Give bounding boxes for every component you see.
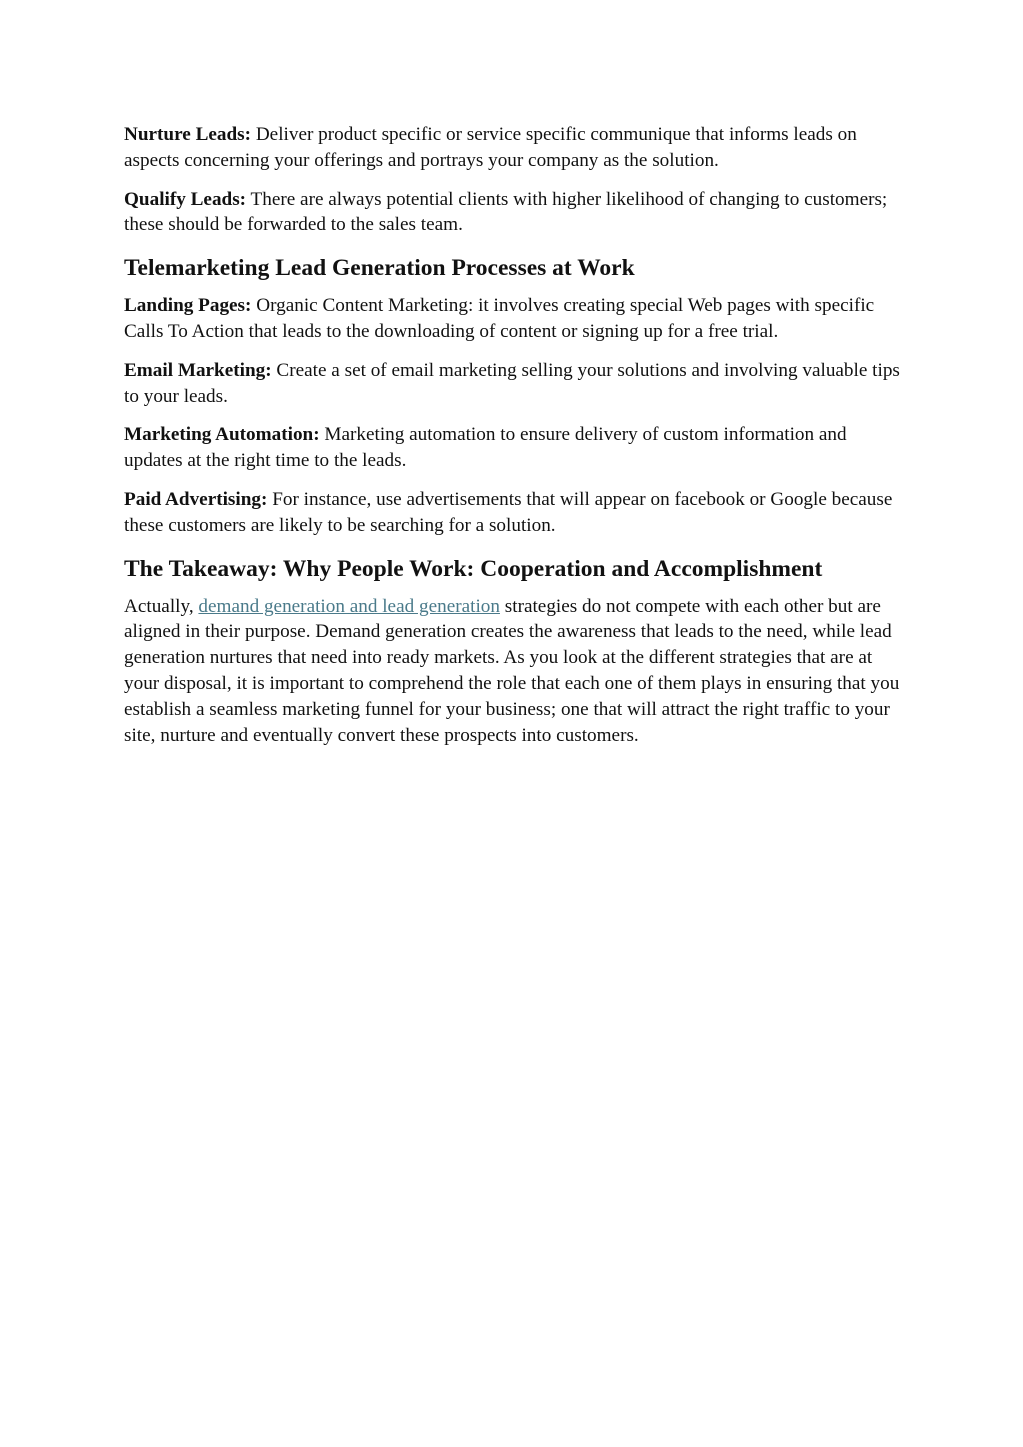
document-page: [124, 122, 904, 761]
qualify-leads-label: Qualify Leads:: [124, 188, 247, 210]
paid-advertising-text: For instance, use advertisements that will appear on facebook or Google because these customers are likely to be searching for a solution.: [124, 488, 893, 536]
section-heading-takeaway: The Takeaway: Why People Work: Cooperation and Accomplishment: [124, 555, 823, 582]
email-marketing-label: Email Marketing:: [124, 359, 272, 381]
email-marketing-text: Create a set of email marketing selling your solutions and involving valuable tips to your leads.: [124, 359, 900, 407]
landing-pages-label: Landing Pages:: [124, 295, 252, 317]
marketing-automation-label: Marketing Automation:: [124, 424, 320, 446]
nurture-leads-text: Deliver product specific or service specific communique that informs leads on aspects concerning your offerings and portrays your company as the solution.: [124, 124, 857, 171]
qualify-leads-paragraph: [124, 187, 904, 239]
demand-lead-generation-link[interactable]: demand generation and lead generation: [198, 595, 500, 617]
qualify-leads-text: There are always potential clients with higher likelihood of changing to customers; these should be forwarded to the sales team.: [124, 188, 888, 236]
paid-advertising-label: Paid Advertising:: [124, 488, 268, 510]
landing-pages-text: Organic Content Marketing: it involves creating special Web pages with specific Calls To Action that leads to the downloading of content or signing up for a free trial.: [124, 295, 875, 342]
section-heading-telemarketing: Telemarketing Lead Generation Processes at Work: [124, 255, 635, 282]
takeaway-text-before-link: Actually,: [124, 595, 199, 617]
marketing-automation-paragraph: [124, 422, 904, 474]
nurture-leads-paragraph: [124, 122, 904, 174]
takeaway-text-after-link: strategies do not compete with each other but are aligned in their purpose. Demand generation creates the awareness that leads to the need, while lead generation nurtures that need into ready markets. As you look at the different strategies that are at your disposal, it is important to comprehend the role that each one of them plays in ensuring that you establish a seamless marketing funnel for your business; one that will attract the right traffic to your site, nurture and eventually convert these prospects into customers.: [124, 595, 900, 746]
email-marketing-paragraph: [124, 358, 904, 410]
nurture-leads-label: Nurture Leads:: [124, 124, 252, 145]
takeaway-paragraph: [124, 594, 904, 749]
landing-pages-paragraph: [124, 293, 904, 345]
marketing-automation-text: Marketing automation to ensure delivery of custom information and updates at the right time to the leads.: [124, 424, 847, 472]
paid-advertising-paragraph: [124, 487, 904, 539]
